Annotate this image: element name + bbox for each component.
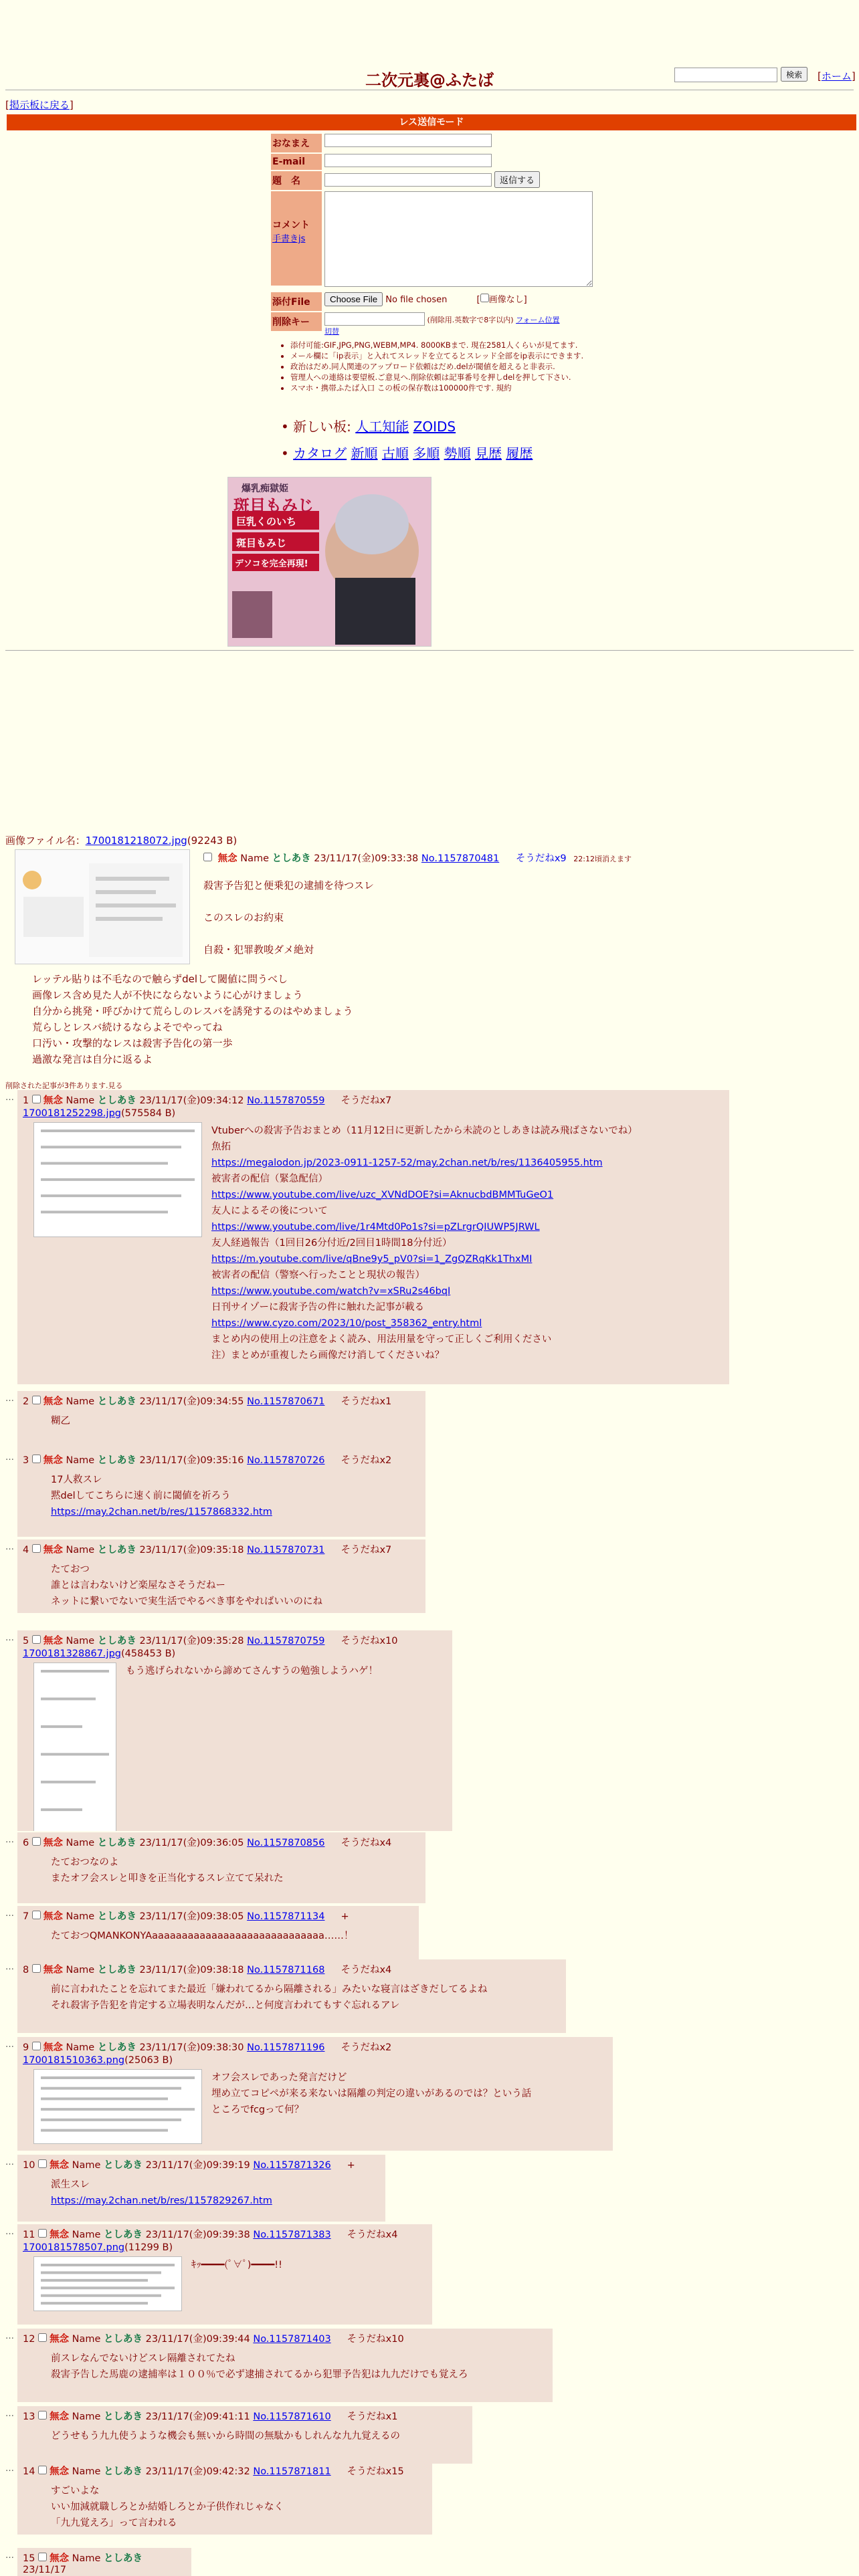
reply-header: 5 無念 Name としあき 23/11/17(金)09:35:28 No.1157870759 そうだねx10 <box>23 1636 398 1646</box>
reply-header: 10 無念 Name としあき 23/11/17(金)09:39:19 No.1157871326 + <box>23 2160 355 2171</box>
reply-index: 15 <box>23 2553 39 2564</box>
reply-marker: … <box>5 1835 14 1845</box>
reply-checkbox[interactable] <box>38 2411 47 2420</box>
reply-url-link[interactable]: https://www.youtube.com/watch?v=xSRu2s46bqI <box>211 1286 451 1297</box>
reply-checkbox[interactable] <box>38 2466 47 2474</box>
reply-post <box>17 2406 472 2464</box>
reply-line: もう逃げられないから諦めてさんすうの勉強しようハゲ！ <box>126 1666 378 1677</box>
reply-name: としあき <box>97 1636 136 1646</box>
op-line: 口汚い・攻撃的なレスは殺害予告化の第一歩 <box>32 1037 233 1049</box>
reply-sodane[interactable]: そうだねx1 <box>347 2411 398 2422</box>
reply-header: 7 無念 Name としあき 23/11/17(金)09:38:05 No.1157871134 + <box>23 1911 349 1922</box>
op-date: 23/11/17(金)09:33:38 <box>314 853 419 864</box>
op-thumbnail-image <box>15 850 189 964</box>
op-header <box>203 851 632 865</box>
reply-number-link[interactable]: No.1157870759 <box>247 1636 325 1646</box>
reply-checkbox[interactable] <box>38 2229 47 2238</box>
reply-line: 友人経過報告（1回目26分付近/2回目1時間18分付近） <box>211 1238 452 1249</box>
notes <box>281 340 629 393</box>
reply-file-line <box>17 1108 729 1119</box>
op-line: 自殺・犯罪教唆ダメ絶対 <box>203 944 314 956</box>
reply-subject: 無念 <box>50 2334 70 2345</box>
reply-index: 13 <box>23 2411 39 2422</box>
post-form: おなまえ E-mail 題 名 返信する コメント 手書きjs 添付File Choose File No file chosen [ 画像なし] 削除キー (削除用.英数字で8字以内) フォーム位置 切替 <box>271 134 593 338</box>
op-line: 荒らしとレスバ続けるならよそでやってね <box>32 1021 223 1033</box>
email-field[interactable] <box>324 154 492 167</box>
delete-key-label: 削除キー <box>271 312 322 331</box>
reply-post <box>17 1539 425 1613</box>
reply-index: 5 <box>23 1636 32 1646</box>
reply-thumbnail-image <box>34 2070 201 2143</box>
reply-name: としあき <box>104 2160 143 2171</box>
reply-subject: 無念 <box>43 1095 63 1106</box>
new-boards: • 新しい板: 人工知能 ZOIDS <box>281 419 456 435</box>
reply-post <box>17 1630 452 1831</box>
reply-subject: 無念 <box>43 1545 63 1555</box>
reply-marker: … <box>5 2464 14 2474</box>
reply-name: としあき <box>97 1455 136 1466</box>
reply-line: 誰とは言わないけど楽屋なさそうだねー <box>51 1580 225 1591</box>
reply-number-link[interactable]: No.1157870856 <box>247 1838 325 1848</box>
catalog-nav: • カタログ 新順 古順 多順 勢順 見歴 履歴 <box>281 445 533 461</box>
reply-line: 埋め立てコピペが来る来ないは隔離の判定の違いがあるのでは？という話 <box>211 2088 532 2099</box>
reply-marker: … <box>5 2040 14 2050</box>
reply-sodane[interactable]: そうだねx15 <box>347 2466 404 2477</box>
reply-index: 8 <box>23 1965 32 1975</box>
reply-name: としあき <box>97 1095 136 1106</box>
name-label: おなまえ <box>271 134 322 152</box>
reply-index: 12 <box>23 2334 39 2345</box>
reply-line: 友人によるその後について <box>211 1206 328 1216</box>
op-body-top <box>203 877 374 958</box>
reply-line: ｷｯ━━━━(ﾟ∀ﾟ)━━━━!! <box>191 2260 282 2270</box>
ad-line4: 斑目もみじ <box>236 537 287 549</box>
reply-post <box>17 2224 432 2325</box>
reply-post <box>17 1090 729 1384</box>
form-position-link[interactable]: フォーム位置 <box>516 316 560 324</box>
op-file-size: (92243 B) <box>187 835 237 847</box>
note-item: • 添付可能:GIF,JPG,PNG,WEBM,MP4. 8000KBまで. 現在2581人くらいが見てます. <box>290 340 629 350</box>
reply-marker: … <box>5 1394 14 1404</box>
reply-subject: 無念 <box>43 2042 63 2053</box>
reply-number-link[interactable]: No.1157871326 <box>253 2160 331 2171</box>
reply-marker: … <box>5 1453 14 1463</box>
reply-subject: 無念 <box>43 1396 63 1407</box>
reply-file-size: (458453 B) <box>120 1648 176 1659</box>
reply-sodane[interactable]: + <box>341 1911 349 1922</box>
ad-banner[interactable] <box>227 477 432 647</box>
reply-body <box>17 1468 425 1527</box>
reply-index: 4 <box>23 1545 32 1555</box>
reply-header: 2 無念 Name としあき 23/11/17(金)09:34:55 No.1157870671 そうだねx1 <box>23 1396 392 1407</box>
board-link-ai[interactable]: 人工知能 <box>355 419 409 435</box>
reply-line: 「九九覚えろ」って言われる <box>51 2518 177 2529</box>
op-name-prefix: Name <box>240 853 269 864</box>
reply-number-link[interactable]: No.1157871403 <box>253 2334 331 2345</box>
reply-url-link[interactable]: https://may.2chan.net/b/res/1157829267.htm <box>51 2195 272 2206</box>
mode-bar: レス送信モード <box>7 114 856 130</box>
reply-index: 10 <box>23 2160 39 2171</box>
reply-file-link[interactable]: 1700181252298.jpg <box>23 1108 121 1119</box>
reply-header: 8 無念 Name としあき 23/11/17(金)09:38:18 No.1157871168 そうだねx4 <box>23 1965 392 1975</box>
reply-line: たておつなのよ <box>51 1857 119 1868</box>
reply-line: 注）まとめが重複したら画像だけ消してくださいね？ <box>211 1350 444 1361</box>
back-link-wrap: [掲示板に戻る] <box>5 99 74 111</box>
reply-subject: 無念 <box>43 1911 63 1922</box>
op-name: としあき <box>272 853 311 864</box>
reply-index: 3 <box>23 1455 32 1466</box>
reply-number-link[interactable]: No.1157871168 <box>247 1965 325 1975</box>
reply-post <box>17 2461 432 2535</box>
reply-subject: 無念 <box>50 2466 70 2477</box>
reply-checkbox[interactable] <box>32 1396 41 1404</box>
reply-file-size: (575584 B) <box>120 1108 176 1119</box>
reply-sodane[interactable]: そうだねx4 <box>341 1838 392 1848</box>
reply-header: 12 無念 Name としあき 23/11/17(金)09:39:44 No.1157871403 そうだねx10 <box>23 2334 404 2345</box>
file-status: No file chosen <box>385 295 448 305</box>
reply-index: 14 <box>23 2466 39 2477</box>
reply-line: ネットに繋いでないで実生活でやるべき事をやればいいのにね <box>51 1596 322 1607</box>
reply-url-link[interactable]: https://m.youtube.com/live/qBne9y5_pV0?si=1_ZgQZRqKk1ThxMI <box>211 1254 533 1265</box>
reply-line: すごいよな <box>51 2486 100 2496</box>
reply-thumbnail-image <box>34 1123 201 1237</box>
choose-file-button[interactable]: Choose File <box>324 292 383 306</box>
reply-number-link[interactable]: No.1157870726 <box>247 1455 325 1466</box>
reply-line: オフ会スレであった発言だけど <box>211 2072 347 2083</box>
reply-number-link[interactable]: No.1157871383 <box>253 2230 331 2240</box>
note-item: • 政治はだめ.同人関連のアップロード依頼はだめ.delが閾値を超えると非表示. <box>290 361 629 372</box>
reply-thumbnail[interactable] <box>33 1122 202 1237</box>
reply-number-link[interactable]: No.1157870671 <box>247 1396 325 1407</box>
reply-post <box>17 1959 566 2033</box>
reply-index: 9 <box>23 2042 32 2053</box>
reply-file-link[interactable]: 1700181578507.png <box>23 2242 125 2253</box>
reply-line: 前に言われたことを忘れてまた最近「嫌われてるから隔離される」みたいな寝言はざきだしてるよね <box>51 1984 488 1995</box>
reply-line: 殺害予告した馬鹿の逮捕率は１００％で必ず逮捕されてるから犯罪予告犯は九九だけでも覚えろ <box>51 2369 468 2380</box>
sort-new-link[interactable]: 新順 <box>351 445 378 461</box>
reply-name: としあき <box>97 1396 136 1407</box>
reply-post <box>17 1832 425 1903</box>
op-file-link[interactable]: 1700181218072.jpg <box>85 835 187 847</box>
reply-url-link[interactable]: https://www.cyzo.com/2023/10/post_358362_entry.html <box>211 1318 482 1329</box>
reply-name: としあき <box>97 1838 136 1848</box>
op-line: 殺害予告犯と便乗犯の逮捕を待つスレ <box>203 879 375 891</box>
reply-body <box>17 1924 419 1951</box>
reply-checkbox[interactable] <box>32 1911 41 1919</box>
reply-line: それ殺害予告犯を肯定する立場表明なんだが…と何度言われてもすぐ忘れるアレ <box>51 2000 400 2011</box>
handwriting-link[interactable]: 手書きjs <box>272 234 306 244</box>
reply-marker: … <box>5 2227 14 2237</box>
reply-sodane[interactable]: そうだねx4 <box>347 2230 398 2240</box>
search-button[interactable]: 検索 <box>781 67 807 82</box>
op-line: 自分から挑発・呼びかけて荒らしのレスバを誘発するのはやめましょう <box>32 1005 353 1017</box>
search-box <box>674 67 807 82</box>
reply-name: としあき <box>97 1965 136 1975</box>
reply-checkbox[interactable] <box>32 1095 41 1103</box>
reply-subject: 無念 <box>50 2160 70 2171</box>
reply-subject: 無念 <box>50 2230 70 2240</box>
reply-marker: … <box>5 1909 14 1919</box>
reply-file-line <box>17 2242 432 2253</box>
reply-header: 1 無念 Name としあき 23/11/17(金)09:34:12 No.1157870559 そうだねx7 <box>23 1095 392 1106</box>
reply-file-link[interactable]: 1700181510363.png <box>23 2055 125 2066</box>
reply-index: 1 <box>23 1095 32 1106</box>
submit-button[interactable]: 返信する <box>494 171 540 188</box>
new-boards-label: 新しい板: <box>293 419 351 435</box>
reply-name: としあき <box>97 1911 136 1922</box>
reply-subject: 無念 <box>50 2411 70 2422</box>
reply-thumbnail[interactable] <box>33 2069 202 2144</box>
reply-name: としあき <box>104 2466 143 2477</box>
reply-subject: 無念 <box>43 1965 63 1975</box>
note-item: • 管理人への連絡は要望板.ご意見へ.削除依頼は記事番号を押しdelを押して下さい. <box>290 372 629 383</box>
back-to-board-link[interactable]: 掲示板に戻る <box>9 99 70 111</box>
reply-body <box>17 1850 425 1893</box>
reply-sodane[interactable]: そうだねx10 <box>341 1636 398 1646</box>
reply-subject: 無念 <box>50 2553 70 2564</box>
no-image-checkbox[interactable] <box>480 294 489 302</box>
reply-header: 15 無念 Name としあき 23/11/17 <box>23 2553 143 2575</box>
subject-field[interactable] <box>324 173 492 187</box>
reply-name: としあき <box>97 1545 136 1555</box>
reply-sodane[interactable]: + <box>347 2160 355 2171</box>
reply-name: としあき <box>104 2230 143 2240</box>
reply-url-link[interactable]: https://www.youtube.com/live/uzc_XVNdDOE?si=AknucbdBMMTuGeO1 <box>211 1190 554 1200</box>
reply-file-size: (11299 B) <box>124 2242 173 2253</box>
reply-body <box>17 2173 385 2216</box>
reply-line: 前スレなんでないけどスレ隔離されてたね <box>51 2353 235 2364</box>
sort-old-link[interactable]: 古順 <box>381 445 409 461</box>
op-sodane[interactable]: そうだねx9 <box>515 853 567 864</box>
reply-sodane[interactable]: そうだねx1 <box>341 1396 392 1407</box>
reply-header: 14 無念 Name としあき 23/11/17(金)09:42:32 No.1157871811 そうだねx15 <box>23 2466 404 2477</box>
reply-url-link[interactable]: https://megalodon.jp/2023-0911-1257-52/may.2chan.net/b/res/1136405955.htm <box>211 1158 603 1168</box>
reply-line: 黙delしてこちらに速く前に閾値を祈ろう <box>51 1491 231 1501</box>
home-link-wrap: [ホーム] <box>818 70 856 82</box>
note-item: • スマホ・携帯ふたば入口 この板の保存数は100000件です. 規約 <box>290 383 629 393</box>
op-line: このスレのお約束 <box>203 911 284 924</box>
reply-header: 9 無念 Name としあき 23/11/17(金)09:38:30 No.1157871196 そうだねx2 <box>23 2042 392 2053</box>
op-body-rules <box>32 971 353 1067</box>
comment-label: コメント <box>272 220 310 231</box>
ad-line5: デソコを完全再現! <box>235 559 308 569</box>
delete-key-field[interactable] <box>324 312 425 326</box>
reply-body <box>17 1977 566 2020</box>
reply-checkbox[interactable] <box>32 1455 41 1463</box>
reply-number-link[interactable]: No.1157871610 <box>253 2411 331 2422</box>
op-number-link[interactable]: No.1157870481 <box>421 853 500 864</box>
comment-field[interactable] <box>324 191 593 287</box>
reply-post <box>17 2548 191 2576</box>
reply-line: ところでfcgって何？ <box>211 2105 304 2115</box>
op-post <box>5 833 855 1065</box>
reply-body <box>17 2347 553 2389</box>
op-thumbnail[interactable] <box>15 849 190 964</box>
reply-name: としあき <box>104 2411 143 2422</box>
reply-file-line <box>17 1648 452 1659</box>
reply-marker: … <box>5 1093 14 1103</box>
reply-sodane[interactable]: そうだねx2 <box>341 1455 392 1466</box>
reply-header: 4 無念 Name としあき 23/11/17(金)09:35:18 No.1157870731 そうだねx7 <box>23 1545 392 1555</box>
reply-line: Vtuberへの殺害予告おまとめ（11月12日に更新したから未読のとしあきは読み飛ばさないでね） <box>211 1125 638 1136</box>
reply-checkbox[interactable] <box>32 2042 41 2050</box>
op-subject: 無念 <box>217 853 237 864</box>
op-file-label: 画像ファイル名： <box>5 835 86 847</box>
reply-sodane[interactable]: そうだねx7 <box>341 1095 392 1106</box>
ad-line3: 巨乳くのいち <box>236 516 297 528</box>
reply-sodane[interactable]: そうだねx4 <box>341 1965 392 1975</box>
reply-thumbnail-image <box>34 2257 181 2311</box>
reply-number-link[interactable]: No.1157870559 <box>247 1095 325 1106</box>
reply-url-link[interactable]: https://may.2chan.net/b/res/1157868332.htm <box>51 1507 272 1517</box>
reply-line: 糊乙 <box>51 1416 70 1426</box>
reply-line: たておつQMANKONYAaaaaaaaaaaaaaaaaaaaaaaaaaaaaa……！ <box>51 1931 354 1941</box>
reply-marker: … <box>5 2551 14 2561</box>
reply-checkbox[interactable] <box>32 1837 41 1846</box>
reply-number-link[interactable]: No.1157871134 <box>247 1911 325 1922</box>
reply-marker: … <box>5 2157 14 2167</box>
reply-line: 17人救スレ <box>51 1475 102 1485</box>
reply-header: 13 無念 Name としあき 23/11/17(金)09:41:11 No.1157871610 そうだねx1 <box>23 2411 398 2422</box>
reply-body <box>17 2424 472 2451</box>
reply-line: またオフ会スレと叩きを正当化するスレ立てて呆れた <box>51 1873 284 1884</box>
reply-marker: … <box>5 1962 14 1972</box>
name-field[interactable] <box>324 134 492 147</box>
header <box>0 0 859 90</box>
reply-line: 日刊サイゾーに殺害予告の件に触れた記事が載る <box>211 1302 424 1313</box>
reply-number-link[interactable]: No.1157871811 <box>253 2466 331 2477</box>
home-link[interactable]: ホーム <box>821 70 852 82</box>
reply-checkbox[interactable] <box>38 2333 47 2342</box>
reply-post <box>17 2155 385 2222</box>
sort-many-link[interactable]: 多順 <box>413 445 440 461</box>
reply-header: 6 無念 Name としあき 23/11/17(金)09:36:05 No.1157870856 そうだねx4 <box>23 1838 392 1848</box>
reply-post <box>17 2329 553 2402</box>
reply-header: 3 無念 Name としあき 23/11/17(金)09:35:16 No.1157870726 そうだねx2 <box>23 1455 392 1466</box>
subject-label: 題 名 <box>271 171 322 190</box>
reply-name: としあき <box>104 2553 143 2564</box>
reply-sodane[interactable]: そうだねx2 <box>341 2042 392 2053</box>
reply-index: 2 <box>23 1396 32 1407</box>
reply-marker: … <box>5 1633 14 1643</box>
board-link-zoids[interactable]: ZOIDS <box>413 419 456 435</box>
reply-file-link[interactable]: 1700181328867.jpg <box>23 1648 121 1659</box>
switch-link[interactable]: 切替 <box>324 327 339 336</box>
op-expire: 22:12頃消えます <box>573 855 632 863</box>
reply-line: 派生スレ <box>51 2179 90 2190</box>
op-line: レッテル貼りは不毛なので触らずdelして閾値に問うべし <box>32 973 288 985</box>
reply-subject: 無念 <box>43 1455 63 1466</box>
reply-body <box>17 1558 425 1613</box>
reply-marker: … <box>5 2409 14 2419</box>
op-checkbox[interactable] <box>203 853 212 861</box>
reply-line: 魚拓 <box>211 1142 231 1152</box>
reply-thumbnail-image <box>34 1663 116 1831</box>
delete-key-note: (削除用.英数字で8字以内) <box>427 316 514 324</box>
reply-marker: … <box>5 1542 14 1552</box>
reply-thumbnail[interactable] <box>33 2256 182 2311</box>
reply-post <box>17 1450 425 1537</box>
reply-index: 7 <box>23 1911 32 1922</box>
reply-line: たておつ <box>51 1564 90 1575</box>
file-label: 添付File <box>271 292 322 311</box>
op-line: 過激な発言は自分に返るよ <box>32 1053 153 1065</box>
history-link[interactable]: 履歴 <box>506 445 533 461</box>
reply-name: としあき <box>97 2042 136 2053</box>
reply-line: 被害者の配信（緊急配信） <box>211 1174 328 1184</box>
reply-checkbox[interactable] <box>38 2159 47 2168</box>
ad-line1: 爆乳痴獄姫 <box>242 484 288 494</box>
reply-name: としあき <box>104 2334 143 2345</box>
reply-line: まとめ内の使用上の注意をよく読み、用法用量を守って正しくご利用ください <box>211 1334 552 1345</box>
reply-index: 11 <box>23 2230 39 2240</box>
note-item: • メール欄に「ip表示」と入れてスレッドを立てるとスレッド全部をip表示にできます. <box>290 350 629 361</box>
reply-url-link[interactable]: https://www.youtube.com/live/1r4Mtd0Po1s?si=pZLrgrQIUWP5JRWL <box>211 1222 540 1232</box>
reply-sodane[interactable]: そうだねx7 <box>341 1545 392 1555</box>
reply-thumbnail[interactable] <box>33 1662 116 1831</box>
reply-body <box>17 2479 432 2535</box>
no-image-label: 画像なし <box>488 295 524 305</box>
reply-checkbox[interactable] <box>32 1544 41 1553</box>
ad-line2: 斑目もみじ <box>233 496 314 515</box>
deleted-note[interactable]: 削除された記事が3件あります.見る <box>5 1081 123 1090</box>
reply-file-size: (25063 B) <box>124 2055 173 2066</box>
reply-line: 被害者の配信（警察へ行ったことと現状の報告） <box>211 1270 425 1281</box>
catalog-link[interactable]: カタログ <box>293 445 347 461</box>
reply-checkbox[interactable] <box>38 2553 47 2561</box>
sort-momentum-link[interactable]: 勢順 <box>444 445 471 461</box>
op-line: 画像レス含め見た人が不快にならないように心がけましょう <box>32 989 303 1001</box>
reply-marker: … <box>5 2331 14 2341</box>
reply-number-link[interactable]: No.1157870731 <box>247 1545 325 1555</box>
reply-post <box>17 2037 613 2151</box>
reply-sodane[interactable]: そうだねx10 <box>347 2334 404 2345</box>
reply-checkbox[interactable] <box>32 1635 41 1644</box>
reply-number-link[interactable]: No.1157871196 <box>247 2042 325 2053</box>
reply-body <box>17 1409 425 1436</box>
search-input[interactable] <box>674 68 777 82</box>
comment-label-cell <box>271 191 322 286</box>
page-title: 二次元裏@ふたば <box>365 71 494 90</box>
reply-post <box>17 1391 425 1450</box>
reply-index: 6 <box>23 1838 32 1848</box>
reply-post <box>17 1906 419 1965</box>
reply-line: いい加減就職しろとか結婚しろとか子供作れじゃなく <box>51 2502 284 2512</box>
reply-file-line <box>17 2055 613 2066</box>
email-label: E-mail <box>271 154 322 170</box>
reply-checkbox[interactable] <box>32 1964 41 1973</box>
reply-subject: 無念 <box>43 1636 63 1646</box>
reply-subject: 無念 <box>43 1838 63 1848</box>
view-history-link[interactable]: 見歴 <box>474 445 502 461</box>
divider <box>5 650 854 651</box>
reply-line: どうせもう九九使うような機会も無いから時間の無駄かもしれんな九九覚えるの <box>51 2431 400 2442</box>
reply-header: 11 無念 Name としあき 23/11/17(金)09:39:38 No.1157871383 そうだねx4 <box>23 2230 398 2240</box>
